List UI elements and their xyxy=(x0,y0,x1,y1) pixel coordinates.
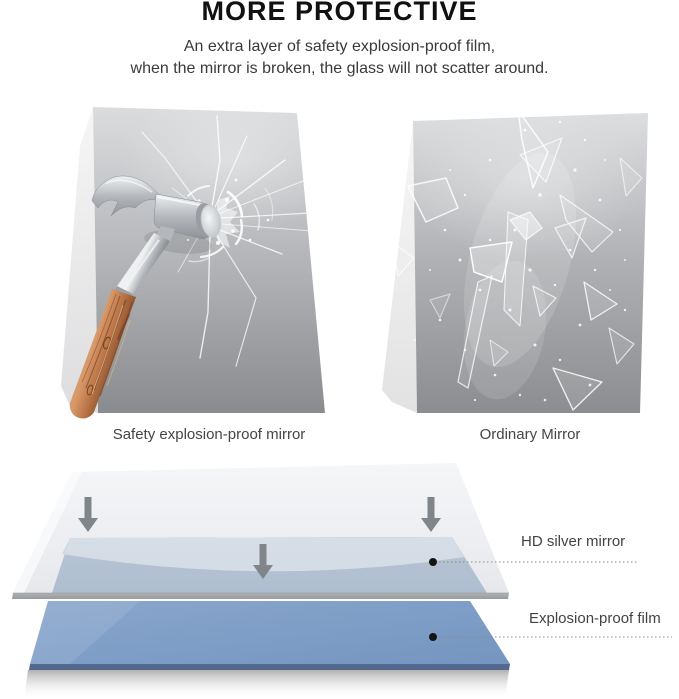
explosion-proof-film-label: Explosion-proof film xyxy=(529,610,661,627)
ordinary-mirror-caption: Ordinary Mirror xyxy=(479,426,581,443)
shattered-mirror-illustration xyxy=(370,100,650,420)
subtitle xyxy=(0,36,679,80)
film-bottom-edge xyxy=(29,664,510,670)
page-title: MORE PROTECTIVE xyxy=(201,0,478,26)
callout-dot xyxy=(429,633,437,641)
subtitle-line-1: An extra layer of safety explosion-proof film, xyxy=(183,38,496,55)
cracked-mirror-illustration xyxy=(60,100,340,420)
hd-silver-mirror-label: HD silver mirror xyxy=(521,533,626,550)
callout-dot xyxy=(429,558,437,566)
layer-diagram-graphic xyxy=(0,460,679,699)
safety-mirror-caption: Safety explosion-proof mirror xyxy=(112,426,306,443)
subtitle-line-2: when the mirror is broken, the glass will not scatter around. xyxy=(130,60,549,77)
layer-structure-diagram xyxy=(0,460,679,699)
glass-edge-strip xyxy=(12,593,509,599)
ordinary-mirror-figure xyxy=(370,100,650,450)
diagram-shadow xyxy=(24,670,509,699)
safety-mirror-figure xyxy=(60,100,340,450)
